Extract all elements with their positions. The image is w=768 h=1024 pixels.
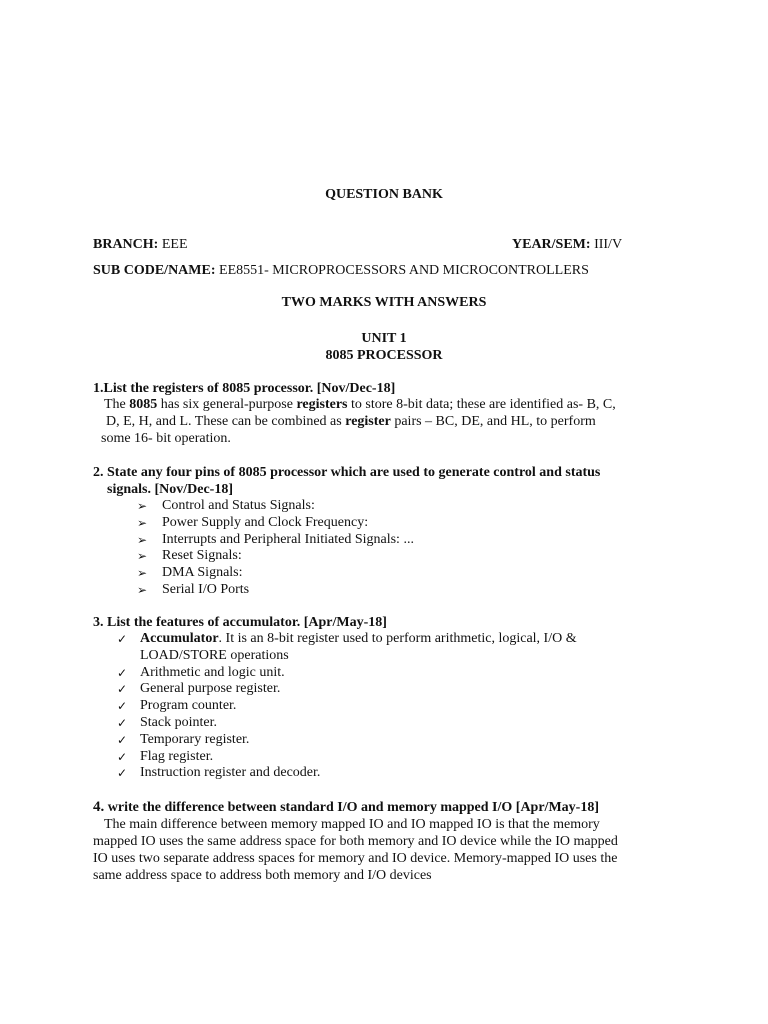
- arrow-bullet-icon: ➢: [137, 549, 148, 564]
- list-item: [117, 665, 677, 682]
- list-item-text: [140, 631, 577, 648]
- list-item: [137, 565, 637, 582]
- q4-answer-line4: same address space to address both memory and I/O devices: [93, 868, 432, 883]
- list-item: [137, 548, 637, 565]
- list-item-text: Temporary register.: [140, 731, 250, 747]
- arrow-bullet-icon: ➢: [137, 499, 148, 513]
- list-item: [137, 532, 637, 549]
- list-item: [137, 515, 637, 532]
- subcode-label: SUB CODE/NAME:: [93, 263, 216, 278]
- q1-answer-line1: [104, 397, 616, 414]
- list-item-text: Instruction register and decoder.: [140, 765, 321, 781]
- q2-heading-line2: signals. [Nov/Dec-18]: [107, 482, 233, 497]
- yearsem-line: [512, 236, 622, 253]
- arrow-bullet-icon: ➢: [137, 515, 148, 530]
- list-item-text: Control and Status Signals:: [162, 498, 315, 513]
- arrow-bullet-icon: ➢: [137, 566, 148, 581]
- list-item: [137, 582, 637, 599]
- q4-answer-line2: mapped IO uses the same address space for both memory and IO device while the IO mapped: [93, 834, 618, 849]
- list-item-text: Interrupts and Peripheral Initiated Signals: ...: [162, 531, 414, 547]
- text-run-bold: 8085: [129, 397, 158, 412]
- yearsem-value: III/V: [594, 237, 623, 252]
- q4-answer-line3: IO uses two separate address spaces for memory and IO device. Memory-mapped IO uses the: [93, 851, 618, 866]
- list-item-text: Arithmetic and logic unit.: [140, 664, 285, 680]
- list-item: [117, 698, 677, 715]
- branch-line: [93, 236, 188, 253]
- list-item: [137, 498, 637, 515]
- list-item: [117, 681, 677, 698]
- q1-answer-line3: some 16- bit operation.: [101, 431, 231, 446]
- branch-value: EEE: [161, 237, 188, 252]
- list-item-text: DMA Signals:: [162, 565, 243, 581]
- check-bullet-icon: ✓: [117, 732, 128, 747]
- check-bullet-icon: ✓: [117, 749, 128, 764]
- q3-heading: 3. List the features of accumulator. [Apr/May-18]: [93, 615, 387, 630]
- text-run: has six general-purpose: [157, 397, 297, 412]
- unit-number: UNIT 1: [361, 331, 407, 346]
- check-bullet-icon: ✓: [117, 665, 128, 680]
- branch-label: BRANCH:: [93, 237, 159, 252]
- text-run: to store 8-bit data; these are identified as- B, C,: [347, 397, 616, 412]
- list-item-continuation: [117, 648, 677, 665]
- text-run-bold: Accumulator: [140, 631, 219, 646]
- text-run-bold: register: [345, 414, 391, 429]
- list-item-text: Program counter.: [140, 698, 237, 714]
- q3-list: [117, 631, 677, 782]
- unit-title: 8085 PROCESSOR: [325, 348, 443, 363]
- subcode-line: [93, 262, 589, 279]
- list-item-text: Reset Signals:: [162, 548, 242, 564]
- q4-answer-line1: The main difference between memory mapped IO and IO mapped IO is that the memory: [104, 817, 600, 832]
- check-bullet-icon: ✓: [117, 682, 128, 697]
- text-run: pairs – BC, DE, and HL, to perform: [390, 414, 596, 429]
- check-bullet-icon: ✓: [117, 766, 128, 781]
- list-item-text: Flag register.: [140, 748, 214, 764]
- q1-answer-line2: [106, 414, 596, 431]
- q2-list: [137, 498, 637, 599]
- text-run: The: [104, 397, 130, 412]
- check-bullet-icon: ✓: [117, 632, 128, 646]
- list-item-text: General purpose register.: [140, 681, 281, 697]
- subcode-value: EE8551- MICROPROCESSORS AND MICROCONTROLLERS: [219, 263, 589, 278]
- list-item: [117, 715, 677, 732]
- page-title: QUESTION BANK: [325, 187, 443, 202]
- text-run: . It is an 8-bit register used to perform arithmetic, logical, I/O &: [218, 631, 577, 646]
- arrow-bullet-icon: ➢: [137, 582, 148, 597]
- arrow-bullet-icon: ➢: [137, 532, 148, 547]
- text-run: D, E, H, and L. These can be combined as: [106, 414, 346, 429]
- list-item: [117, 631, 677, 648]
- q4-heading: [93, 799, 599, 816]
- list-item-text: Serial I/O Ports: [162, 581, 250, 597]
- list-item: [117, 765, 677, 782]
- text-run-bold: write the difference between standard I/O and memory mapped I/O [Apr/May-18]: [104, 800, 599, 815]
- text-run-bold: registers: [296, 397, 348, 412]
- q2-heading-line1: 2. State any four pins of 8085 processor which are used to generate control and status: [93, 465, 601, 480]
- section-title: TWO MARKS WITH ANSWERS: [281, 295, 487, 310]
- q1-heading: 1.List the registers of 8085 processor. [Nov/Dec-18]: [93, 381, 396, 396]
- list-item-text: Power Supply and Clock Frequency:: [162, 514, 369, 530]
- yearsem-label: YEAR/SEM:: [512, 237, 591, 252]
- list-item: [117, 732, 677, 749]
- list-item-text: LOAD/STORE operations: [140, 647, 289, 663]
- list-item-text: Stack pointer.: [140, 714, 217, 730]
- text-run-bold: 4.: [93, 799, 105, 815]
- check-bullet-icon: ✓: [117, 715, 128, 730]
- list-item: [117, 749, 677, 766]
- check-bullet-icon: ✓: [117, 699, 128, 714]
